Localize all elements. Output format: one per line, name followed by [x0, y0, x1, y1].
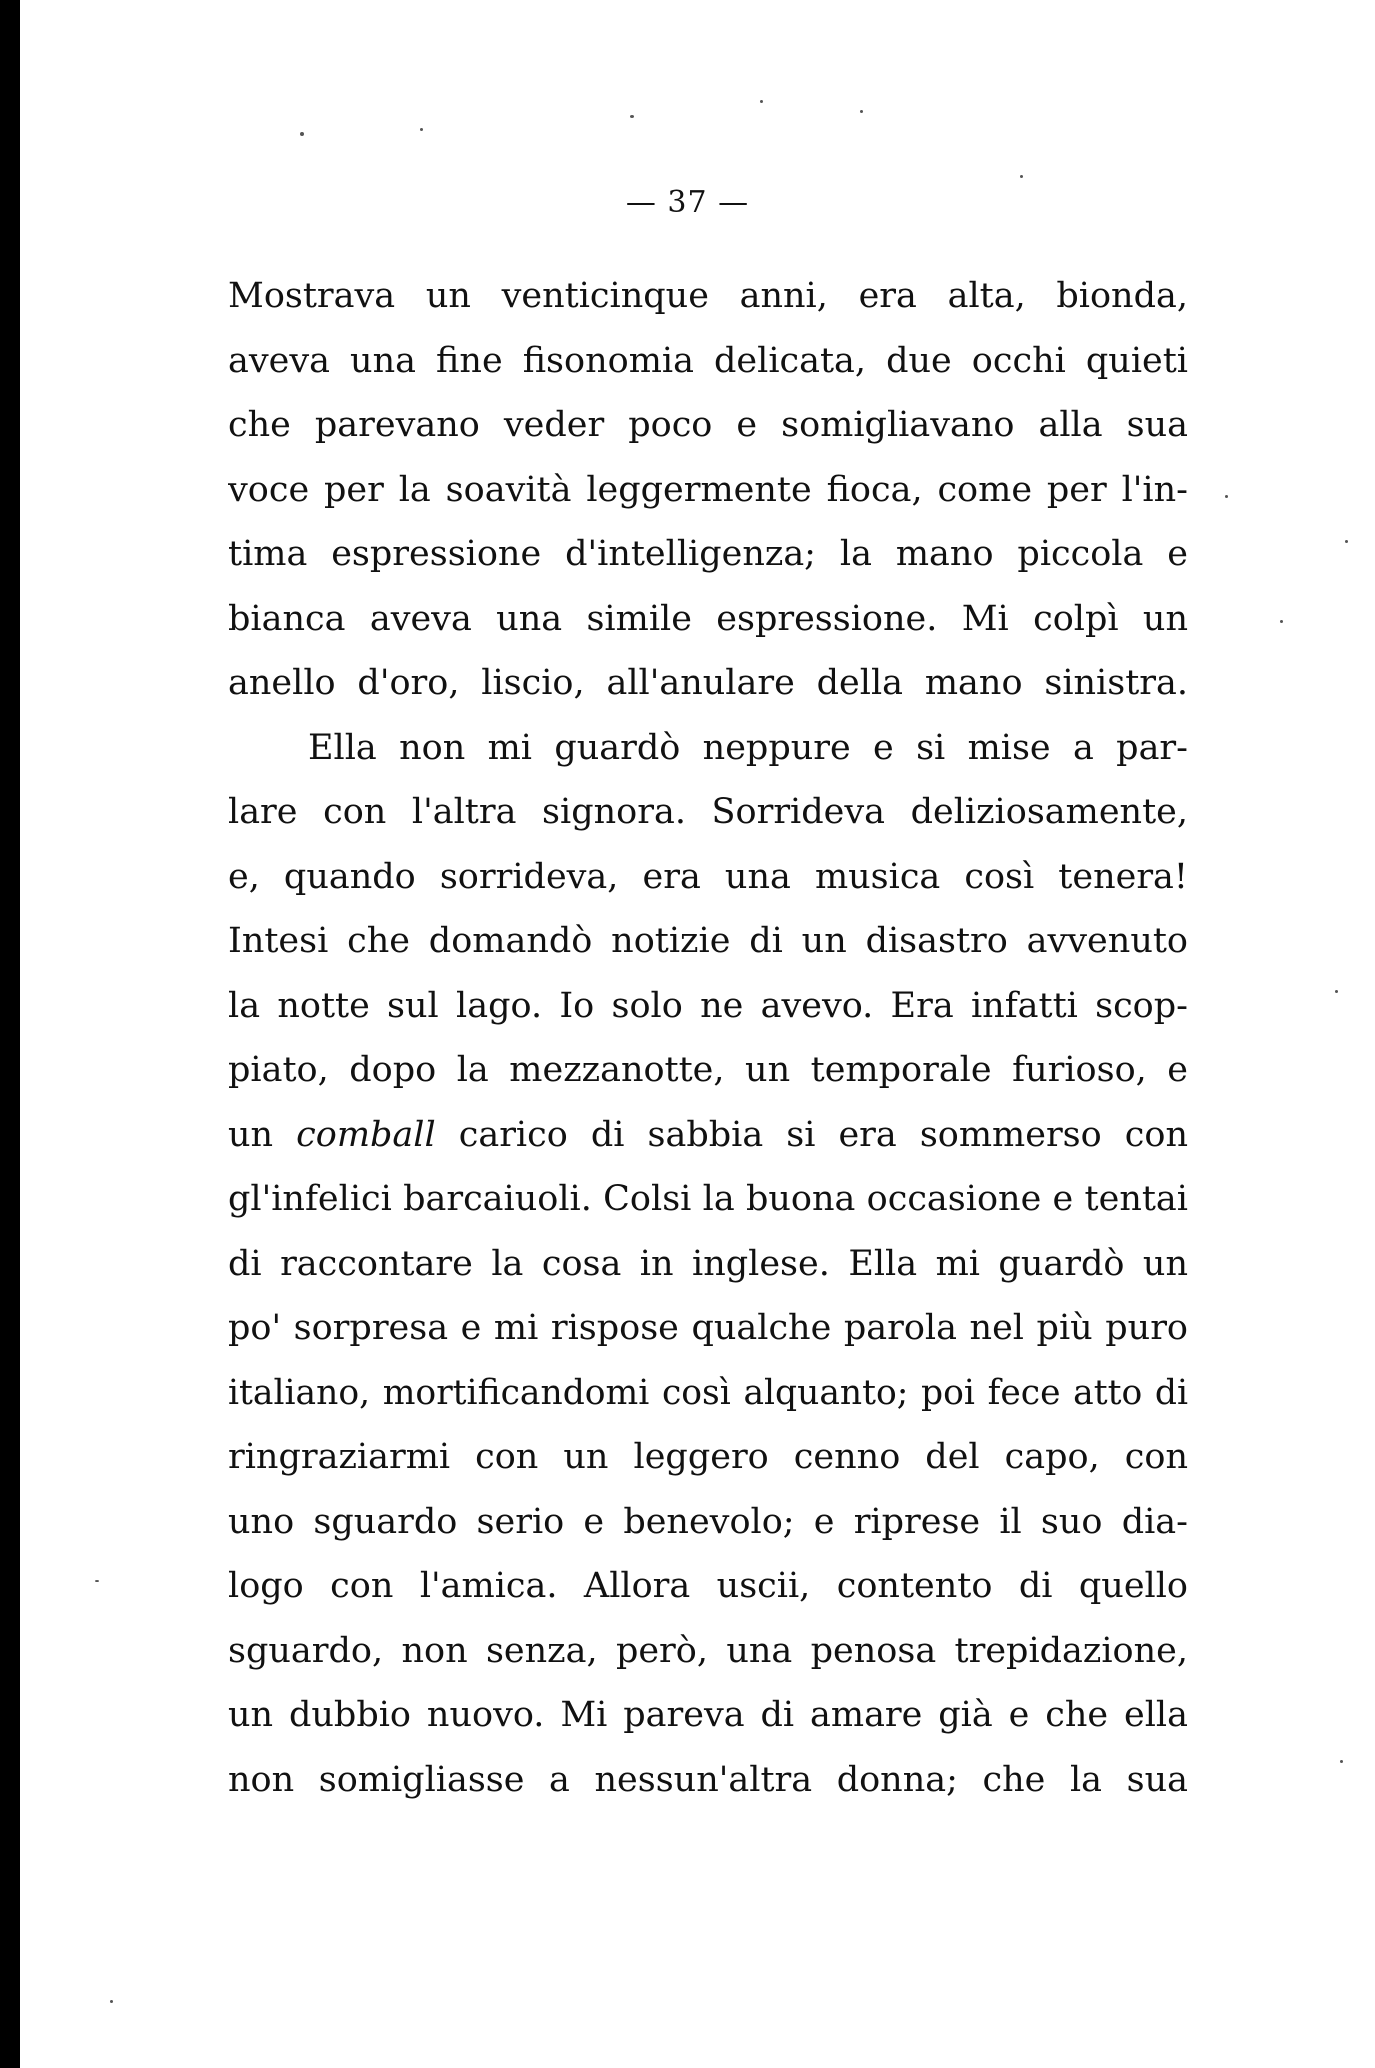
text-line: [228, 1425, 1188, 1490]
text-segment: un dubbio nuovo. Mi pareva di amare già e che ella: [228, 1695, 1188, 1735]
text-line: [228, 1619, 1188, 1684]
text-line: [228, 1554, 1188, 1619]
text-line: [228, 1232, 1188, 1297]
text-segment: carico di sabbia si era sommerso con: [435, 1114, 1188, 1155]
scan-speck: [1020, 175, 1023, 178]
text-segment: bianca aveva una simile espressione. Mi colpì un: [228, 598, 1188, 639]
scan-speck: [1340, 1760, 1343, 1763]
text-line: [228, 974, 1188, 1039]
text-line: [228, 1490, 1188, 1555]
text-line: [228, 264, 1188, 329]
scan-speck: [95, 1580, 99, 1582]
text-segment: la notte sul lago. Io solo ne avevo. Era infatti scop-: [228, 985, 1188, 1026]
text-segment: lare con l'altra signora. Sorrideva deliziosamente,: [228, 792, 1188, 832]
text-segment: Ella non mi guardò neppure e si mise a par-: [308, 727, 1188, 768]
text-segment: uno sguardo serio e benevolo; e riprese il suo dia-: [228, 1501, 1188, 1542]
text-line: [228, 909, 1188, 974]
text-line: [228, 1103, 1188, 1168]
text-segment: non somigliasse a nessun'altra donna; che la sua: [228, 1759, 1188, 1800]
scan-speck: [1335, 990, 1338, 993]
text-segment: po' sorpresa e mi rispose qualche parola nel più puro: [228, 1308, 1188, 1348]
text-segment: Intesi che domandò notizie di un disastro avvenuto: [228, 921, 1188, 961]
scan-speck: [1280, 620, 1283, 623]
text-segment: di raccontare la cosa in inglese. Ella mi guardò un: [228, 1243, 1188, 1284]
text-line: [228, 1038, 1188, 1103]
scan-speck: [1345, 540, 1348, 543]
text-segment: un: [228, 1114, 297, 1155]
text-line: [228, 522, 1188, 587]
text-line: [228, 651, 1188, 716]
text-segment: anello d'oro, liscio, all'anulare della mano sinistra.: [228, 663, 1188, 703]
text-line: [228, 329, 1188, 394]
text-line: [228, 780, 1188, 845]
text-segment: ringraziarmi con un leggero cenno del capo, con: [228, 1437, 1188, 1477]
text-line: [228, 845, 1188, 910]
scan-speck: [110, 2000, 113, 2003]
text-segment: piato, dopo la mezzanotte, un temporale furioso, e: [228, 1050, 1188, 1090]
text-segment: voce per la soavità leggermente fioca, come per l'in-: [228, 469, 1188, 510]
scan-speck: [760, 100, 763, 103]
text-line: [228, 1296, 1188, 1361]
scan-speck: [1225, 495, 1228, 498]
text-line: [228, 1683, 1188, 1748]
italic-word: comball: [296, 1114, 436, 1155]
text-line: [228, 458, 1188, 523]
text-segment: tima espressione d'intelligenza; la mano piccola e: [228, 534, 1188, 574]
scan-speck: [420, 128, 423, 131]
text-segment: aveva una fine fisonomia delicata, due occhi quieti: [228, 340, 1188, 381]
text-segment: gl'infelici barcaiuoli. Colsi la buona occasione e tentai: [228, 1179, 1188, 1219]
text-line: [228, 1167, 1188, 1232]
text-segment: e, quando sorrideva, era una musica così tenera!: [228, 856, 1188, 897]
body-text: [228, 264, 1188, 1812]
scan-speck: [860, 110, 863, 113]
text-segment: Mostrava un venticinque anni, era alta, bionda,: [228, 276, 1188, 316]
text-segment: logo con l'amica. Allora uscii, contento di quello: [228, 1566, 1188, 1606]
text-line: [228, 716, 1188, 781]
scan-speck: [300, 132, 304, 136]
text-segment: che parevano veder poco e somigliavano alla sua: [228, 405, 1188, 445]
text-line: [228, 1748, 1188, 1813]
text-line: [228, 587, 1188, 652]
text-line: [228, 1361, 1188, 1426]
scan-edge-bar: [0, 0, 20, 2068]
text-line: [228, 393, 1188, 458]
page-number: — 37 —: [625, 185, 750, 220]
text-segment: italiano, mortificandomi così alquanto; poi fece atto di: [228, 1372, 1188, 1413]
scan-speck: [630, 115, 634, 118]
text-segment: sguardo, non senza, però, una penosa trepidazione,: [228, 1630, 1188, 1671]
